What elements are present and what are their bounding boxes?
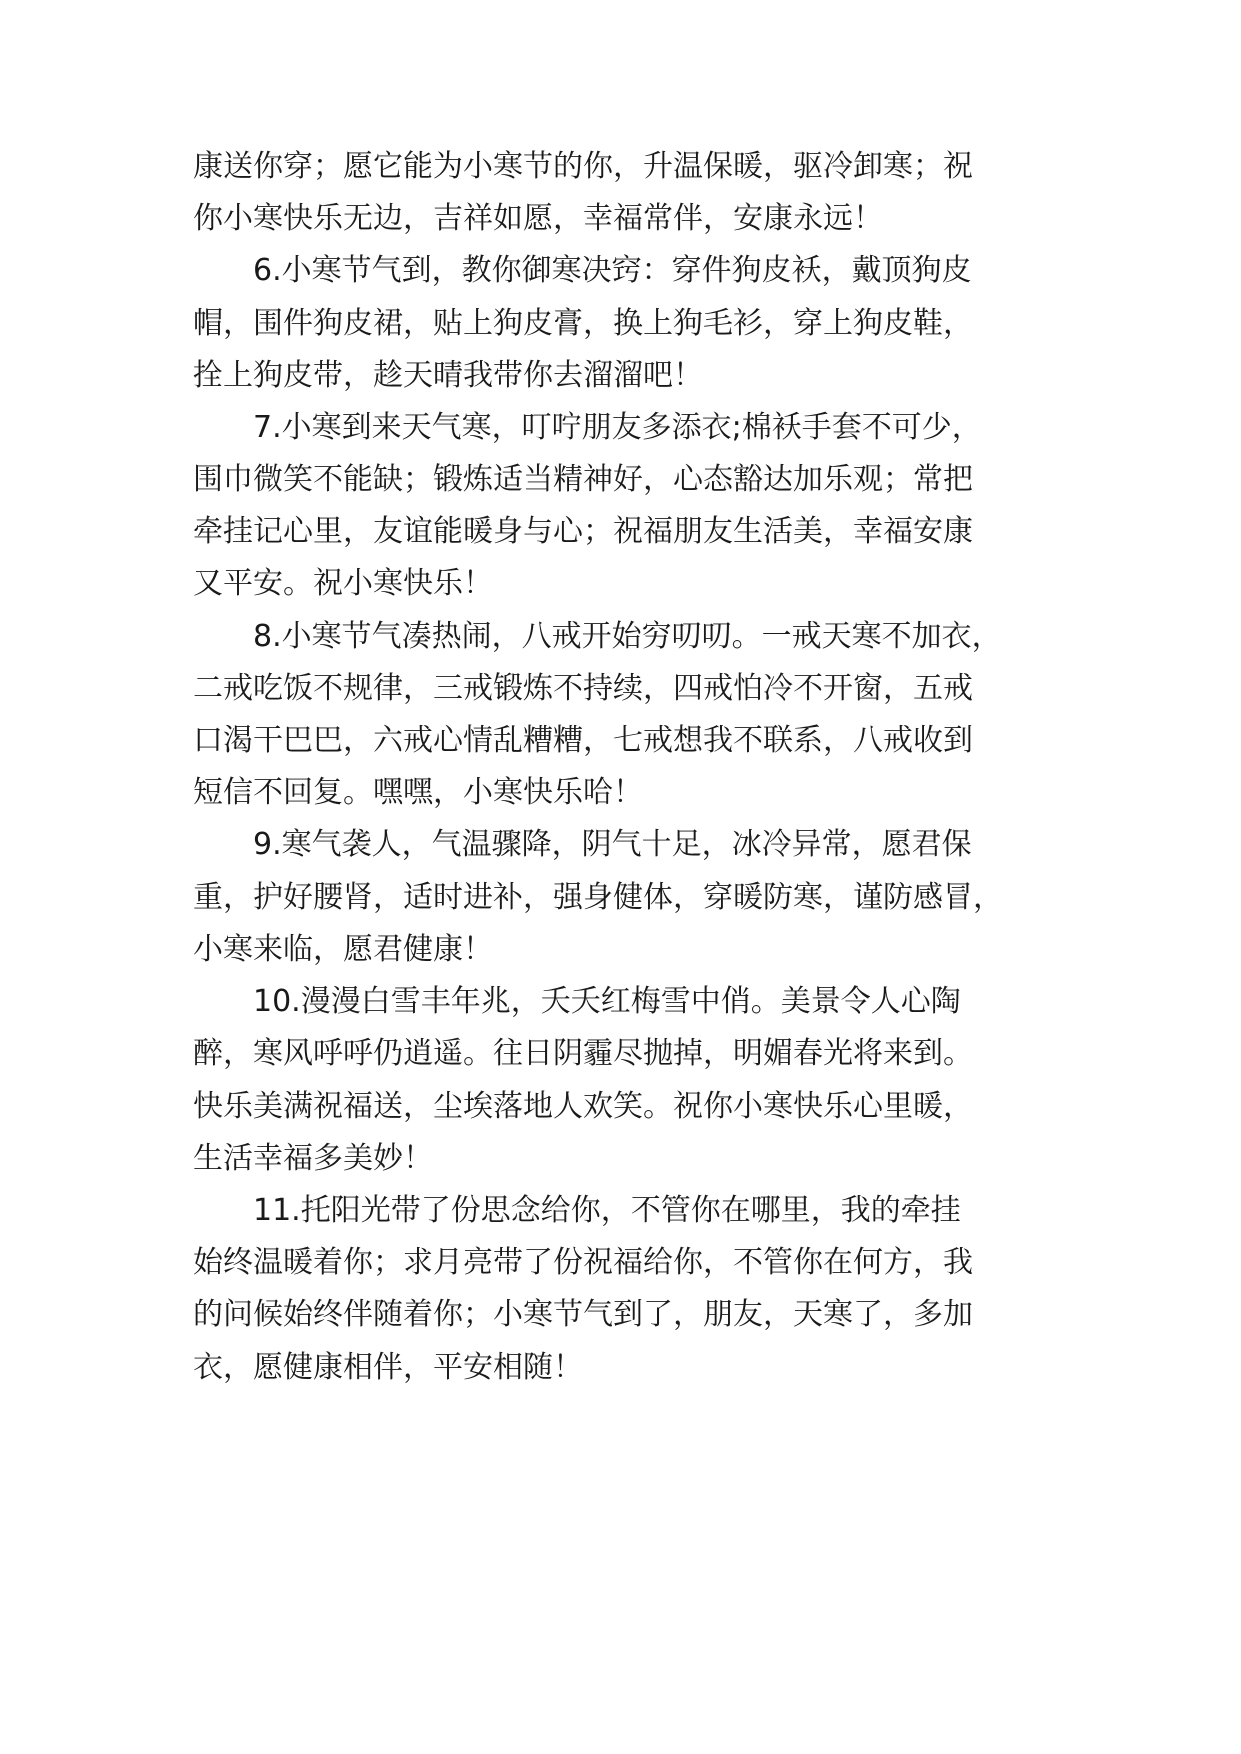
text-line xyxy=(0,1235,1241,1291)
paragraph-first-line xyxy=(0,974,1241,1030)
text-line-content: 重，护好腰肾，适时进补，强身健体，穿暖防寒，谨防感冒， xyxy=(193,880,1003,915)
text-line-content: 又平安。祝小寒快乐！ xyxy=(193,566,493,601)
text-line xyxy=(0,504,1241,560)
text-line-content: 始终温暖着你；求月亮带了份祝福给你，不管你在何方，我 xyxy=(193,1245,973,1280)
paragraph-first-line xyxy=(0,400,1241,456)
text-line xyxy=(0,348,1241,404)
text-line xyxy=(0,191,1241,247)
text-line-content: 10.漫漫白雪丰年兆，夭夭红梅雪中俏。美景令人心陶 xyxy=(253,984,961,1019)
text-line xyxy=(0,556,1241,612)
text-line xyxy=(0,1340,1241,1396)
text-line-content: 拴上狗皮带，趁天晴我带你去溜溜吧！ xyxy=(193,358,703,393)
text-line-content: 7.小寒到来天气寒，叮咛朋友多添衣;棉袄手套不可少， xyxy=(253,410,982,445)
text-line xyxy=(0,452,1241,508)
text-line xyxy=(0,765,1241,821)
text-line xyxy=(0,870,1241,926)
text-line-content: 醉，寒风呼呼仍逍遥。往日阴霾尽抛掉，明媚春光将来到。 xyxy=(193,1036,973,1071)
text-line-content: 的问候始终伴随着你；小寒节气到了，朋友，天寒了，多加 xyxy=(193,1297,973,1332)
text-line-content: 小寒来临，愿君健康！ xyxy=(193,932,493,967)
text-line-content: 衣，愿健康相伴，平安相随！ xyxy=(193,1350,583,1385)
text-line-content: 6.小寒节气到，教你御寒决窍：穿件狗皮袄，戴顶狗皮 xyxy=(253,253,972,288)
paragraph-first-line xyxy=(0,243,1241,299)
text-line-content: 8.小寒节气凑热闹，八戒开始穷叨叨。一戒天寒不加衣， xyxy=(253,619,1002,654)
text-line xyxy=(0,139,1241,195)
text-line-content: 康送你穿；愿它能为小寒节的你，升温保暖，驱冷卸寒；祝 xyxy=(193,149,973,184)
text-line-content: 你小寒快乐无边，吉祥如愿，幸福常伴，安康永远！ xyxy=(193,201,883,236)
text-line-content: 围巾微笑不能缺；锻炼适当精神好，心态豁达加乐观；常把 xyxy=(193,462,973,497)
paragraph-first-line xyxy=(0,609,1241,665)
text-line xyxy=(0,1026,1241,1082)
text-line xyxy=(0,296,1241,352)
text-line-content: 快乐美满祝福送，尘埃落地人欢笑。祝你小寒快乐心里暖， xyxy=(193,1089,973,1124)
text-line-content: 帽，围件狗皮裙，贴上狗皮膏，换上狗毛衫，穿上狗皮鞋， xyxy=(193,306,973,341)
text-line xyxy=(0,1079,1241,1135)
text-line xyxy=(0,922,1241,978)
text-line-content: 二戒吃饭不规律，三戒锻炼不持续，四戒怕冷不开窗，五戒 xyxy=(193,671,973,706)
text-line xyxy=(0,661,1241,717)
text-line xyxy=(0,713,1241,769)
text-line-content: 11.托阳光带了份思念给你，不管你在哪里，我的牵挂 xyxy=(253,1193,961,1228)
text-line xyxy=(0,1287,1241,1343)
text-line-content: 9.寒气袭人，气温骤降，阴气十足，冰冷异常，愿君保 xyxy=(253,827,972,862)
paragraph-first-line xyxy=(0,1183,1241,1239)
text-line-content: 牵挂记心里，友谊能暖身与心；祝福朋友生活美，幸福安康 xyxy=(193,514,973,549)
paragraph-first-line xyxy=(0,817,1241,873)
text-line-content: 生活幸福多美妙！ xyxy=(193,1141,433,1176)
text-line-content: 口渴干巴巴，六戒心情乱糟糟，七戒想我不联系，八戒收到 xyxy=(193,723,973,758)
text-line xyxy=(0,1131,1241,1187)
text-line-content: 短信不回复。嘿嘿，小寒快乐哈！ xyxy=(193,775,643,810)
